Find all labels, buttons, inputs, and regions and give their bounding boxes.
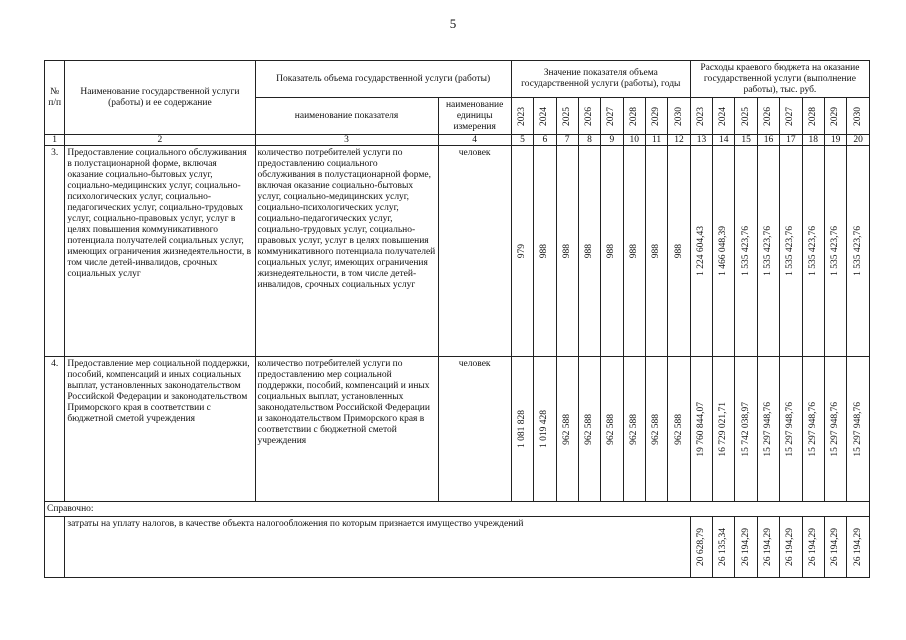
value-text: 962 588 — [561, 413, 572, 445]
service-description: Предоставление социального обслуживания в полустационарной форме, включая оказание социально-бытовых услуг, социально-медицинских услуг, социально-психологических услуг, социально-педагогических услуг, социально-трудовых услуг, социально-правовых услуг, услуг в целях повышения коммуникативного потенциала получателей социальных услуг, имеющих ограничения жизнедеятельности, в том числе детей-инвалидов, срочных социальных услуг — [65, 146, 255, 357]
tax-expense-text: 26 194,29 — [740, 528, 751, 566]
year-label: 2029 — [830, 106, 841, 126]
expense-text: 15 297 948,76 — [763, 401, 774, 457]
value-cell — [601, 146, 623, 357]
value-cell — [534, 357, 556, 502]
values-year-header — [601, 98, 623, 135]
tax-expense-cell — [847, 517, 870, 578]
column-numbers-row — [45, 135, 870, 146]
header-service-name: Наименование государственной услуги (работы) и ее содержание — [65, 61, 255, 135]
expense-cell — [690, 357, 712, 502]
column-number: 17 — [780, 135, 802, 146]
services-table — [44, 60, 870, 578]
column-number: 11 — [645, 135, 667, 146]
column-number: 7 — [556, 135, 578, 146]
value-cell — [534, 146, 556, 357]
year-label: 2024 — [718, 106, 729, 126]
tax-row — [45, 517, 870, 578]
value-cell — [645, 146, 667, 357]
expense-cell — [757, 357, 779, 502]
expense-text: 15 297 948,76 — [852, 401, 863, 457]
expense-text: 15 297 948,76 — [785, 401, 796, 457]
column-number: 9 — [601, 135, 623, 146]
tax-label: затраты на уплату налогов, в качестве объекта налогообложения по которым признается имущество учреждений — [65, 517, 690, 578]
column-number: 16 — [757, 135, 779, 146]
expense-cell — [713, 146, 735, 357]
header-unit-name: наименование единицы измерения — [438, 98, 511, 135]
year-label: 2024 — [539, 106, 550, 126]
year-label: 2023 — [516, 106, 527, 126]
tax-expense-text: 26 194,29 — [852, 528, 863, 566]
year-label: 2029 — [651, 106, 662, 126]
tax-expense-cell — [757, 517, 779, 578]
expense-cell — [847, 146, 870, 357]
tax-expense-cell — [690, 517, 712, 578]
value-text: 988 — [539, 243, 550, 259]
value-text: 962 588 — [606, 413, 617, 445]
value-text: 988 — [651, 243, 662, 259]
expense-text: 19 760 844,07 — [695, 401, 706, 457]
value-text: 962 588 — [651, 413, 662, 445]
value-cell — [601, 357, 623, 502]
tax-expense-text: 20 628,79 — [695, 528, 706, 566]
value-cell — [668, 357, 690, 502]
values-year-header — [556, 98, 578, 135]
values-year-header — [668, 98, 690, 135]
expense-cell — [847, 357, 870, 502]
value-text: 962 588 — [584, 413, 595, 445]
value-text: 988 — [561, 243, 572, 259]
value-cell — [556, 357, 578, 502]
expenses-year-header — [713, 98, 735, 135]
column-number: 8 — [578, 135, 600, 146]
tax-expense-text: 26 194,29 — [763, 528, 774, 566]
header-volume-indicator: Показатель объема государственной услуги (работы) — [255, 61, 511, 98]
reference-label: Справочно: — [45, 502, 870, 517]
column-number: 1 — [45, 135, 65, 146]
value-text: 988 — [584, 243, 595, 259]
row-num: 4. — [45, 357, 65, 502]
expense-text: 15 742 038,97 — [740, 401, 751, 457]
table-row — [45, 146, 870, 357]
column-number: 2 — [65, 135, 255, 146]
value-cell — [556, 146, 578, 357]
year-label: 2027 — [785, 106, 796, 126]
column-number: 3 — [255, 135, 438, 146]
expense-cell — [713, 357, 735, 502]
values-year-header — [623, 98, 645, 135]
header-num: № п/п — [45, 61, 65, 135]
expense-text: 1 535 423,76 — [740, 226, 751, 276]
expense-cell — [780, 146, 802, 357]
tax-expense-cell — [713, 517, 735, 578]
tax-expense-text: 26 135,34 — [718, 528, 729, 566]
header-values-title: Значение показателя объема государственной услуги (работы), годы — [511, 61, 690, 98]
year-label: 2028 — [628, 106, 639, 126]
tax-expense-cell — [735, 517, 757, 578]
header-indicator-name: наименование показателя — [255, 98, 438, 135]
expense-cell — [802, 146, 824, 357]
year-label: 2025 — [561, 106, 572, 126]
tax-empty-cell — [45, 517, 65, 578]
tax-expense-text: 26 194,29 — [785, 528, 796, 566]
expenses-year-header — [802, 98, 824, 135]
values-year-header — [645, 98, 667, 135]
values-year-header — [578, 98, 600, 135]
tax-expense-cell — [824, 517, 846, 578]
indicator-description: количество потребителей услуги по предоставлению социального обслуживания в полустационарной форме, включая оказание социально-бытовых услуг, социально-медицинских услуг, социально-психологических услуг, социально-педагогических услуг, социально-трудовых услуг, социально-правовых услуг, услуг в целях повышения коммуникативного потенциала получателей социальных услуг, имеющих ограничения жизнедеятельности, в том числе детей-инвалидов, срочных социальных услуг — [255, 146, 438, 357]
table-row — [45, 357, 870, 502]
tax-expense-cell — [780, 517, 802, 578]
column-number: 4 — [438, 135, 511, 146]
value-cell — [623, 357, 645, 502]
expense-cell — [824, 146, 846, 357]
value-text: 988 — [673, 243, 684, 259]
unit-cell: человек — [438, 357, 511, 502]
value-cell — [578, 357, 600, 502]
expense-cell — [802, 357, 824, 502]
column-number: 12 — [668, 135, 690, 146]
value-cell — [578, 146, 600, 357]
column-number: 6 — [534, 135, 556, 146]
expense-text: 1 224 604,43 — [695, 226, 706, 276]
expenses-year-header — [735, 98, 757, 135]
year-label: 2025 — [740, 106, 751, 126]
expense-cell — [757, 146, 779, 357]
year-label: 2028 — [807, 106, 818, 126]
expense-text: 15 297 948,76 — [807, 401, 818, 457]
year-label: 2023 — [695, 106, 706, 126]
expense-cell — [780, 357, 802, 502]
value-cell — [623, 146, 645, 357]
column-number: 14 — [713, 135, 735, 146]
value-text: 988 — [628, 243, 639, 259]
expenses-year-header — [757, 98, 779, 135]
column-number: 10 — [623, 135, 645, 146]
service-description: Предоставление мер социальной поддержки, пособий, компенсаций и иных социальных выплат, установленных законодательством Российской Федерации и законодательством Приморского края в соответствии с бюджетной сметой учреждения — [65, 357, 255, 502]
expense-text: 1 535 423,76 — [785, 226, 796, 276]
row-num: 3. — [45, 146, 65, 357]
expense-cell — [735, 146, 757, 357]
expense-text: 1 535 423,76 — [807, 226, 818, 276]
values-year-header — [534, 98, 556, 135]
year-label: 2030 — [673, 106, 684, 126]
expenses-year-header — [780, 98, 802, 135]
value-text: 962 588 — [628, 413, 639, 445]
expense-cell — [690, 146, 712, 357]
tax-expense-text: 26 194,29 — [807, 528, 818, 566]
value-cell — [511, 357, 533, 502]
year-label: 2026 — [763, 106, 774, 126]
expense-cell — [824, 357, 846, 502]
column-number: 20 — [847, 135, 870, 146]
expenses-year-header — [847, 98, 870, 135]
expense-cell — [735, 357, 757, 502]
year-label: 2026 — [584, 106, 595, 126]
column-number: 13 — [690, 135, 712, 146]
expense-text: 1 535 423,76 — [763, 226, 774, 276]
expense-text: 15 297 948,76 — [830, 401, 841, 457]
indicator-description: количество потребителей услуги по предоставлению мер социальной поддержки, пособий, компенсаций и иных социальных выплат, установленных законодательством Российской Федерации и законодательством Приморского края в соответствии с бюджетной сметой учреждения — [255, 357, 438, 502]
expenses-year-header — [824, 98, 846, 135]
value-text: 1 081 828 — [516, 410, 527, 448]
value-text: 979 — [516, 243, 527, 259]
expenses-year-header — [690, 98, 712, 135]
values-year-header — [511, 98, 533, 135]
year-label: 2030 — [852, 106, 863, 126]
column-number: 18 — [802, 135, 824, 146]
value-cell — [511, 146, 533, 357]
value-text: 988 — [606, 243, 617, 259]
value-cell — [645, 357, 667, 502]
unit-cell: человек — [438, 146, 511, 357]
expense-text: 1 535 423,76 — [852, 226, 863, 276]
tax-expense-cell — [802, 517, 824, 578]
expense-text: 1 535 423,76 — [830, 226, 841, 276]
column-number: 5 — [511, 135, 533, 146]
column-number: 19 — [824, 135, 846, 146]
value-text: 1 019 428 — [539, 410, 550, 448]
header-expenses-title: Расходы краевого бюджета на оказание государственной услуги (выполнение работы), тыс. руб. — [690, 61, 869, 98]
column-number: 15 — [735, 135, 757, 146]
tax-expense-text: 26 194,29 — [830, 528, 841, 566]
value-cell — [668, 146, 690, 357]
year-label: 2027 — [606, 106, 617, 126]
expense-text: 16 729 021,71 — [718, 401, 729, 457]
value-text: 962 588 — [673, 413, 684, 445]
page-number: 5 — [449, 16, 457, 31]
expense-text: 1 466 048,39 — [718, 226, 729, 276]
